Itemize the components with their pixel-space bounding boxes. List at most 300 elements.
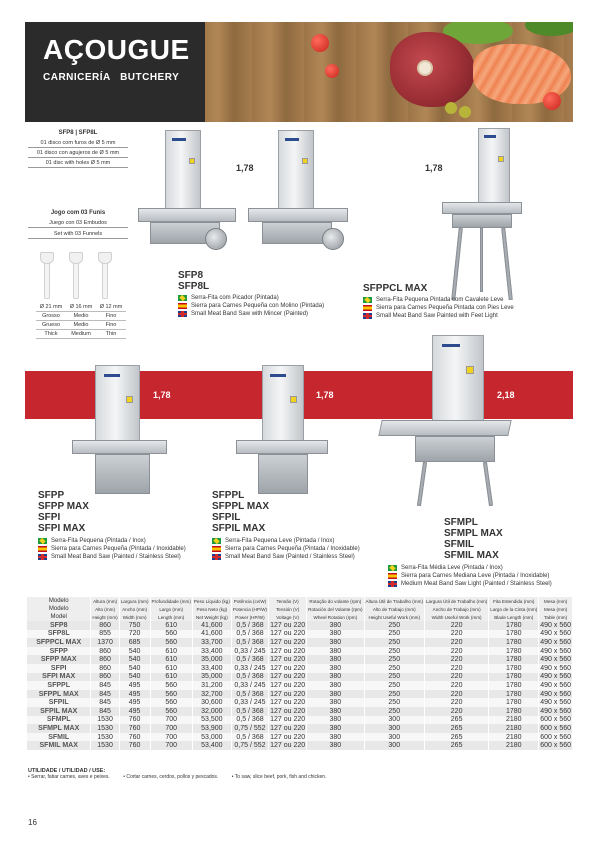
uk-flag-icon bbox=[178, 311, 187, 317]
column-header: Largura (mm) bbox=[120, 598, 149, 604]
funnel-grid-row bbox=[36, 303, 126, 312]
column-header: Tensión (V) bbox=[269, 605, 307, 613]
funnels-title: Jogo com 03 Funis bbox=[50, 210, 106, 216]
funnels-sub-en: Set with 03 Funnels bbox=[28, 229, 128, 239]
grid-cell: Ø 21 mm bbox=[39, 304, 63, 310]
value-cell: 490 x 560 bbox=[540, 699, 571, 707]
value-cell: 53,000 bbox=[192, 733, 231, 742]
value-cell: 700 bbox=[150, 724, 192, 733]
value-cell: 720 bbox=[119, 630, 150, 639]
use-es: • Cortar carnes, cerdos, pollos y pescados. bbox=[123, 774, 219, 780]
value-cell: 1780 bbox=[489, 647, 539, 656]
warning-label bbox=[126, 396, 133, 403]
warning-label bbox=[302, 158, 308, 164]
sfmpl-description bbox=[388, 517, 552, 588]
warning-label bbox=[189, 158, 195, 164]
value-cell: 490 x 560 bbox=[540, 656, 571, 664]
desc-text: Small Meat Band Saw Painted with Feet Light bbox=[376, 313, 498, 319]
value-cell: 31,200 bbox=[192, 681, 231, 690]
value-cell: 250 bbox=[364, 664, 424, 673]
table-row bbox=[27, 664, 573, 673]
value-cell: 860 bbox=[91, 655, 119, 664]
desc-text: Serra-Fita Pequena (Pintada / Inox) bbox=[51, 538, 146, 544]
value-cell: 250 bbox=[364, 673, 424, 682]
model-cell: SFPPCL MAX bbox=[27, 638, 91, 647]
value-cell: 35,000 bbox=[192, 673, 231, 682]
value-cell: 220 bbox=[424, 681, 488, 690]
column-header: Rotação do volante (rpm) bbox=[307, 597, 364, 605]
model-cell: SFMPL bbox=[27, 716, 91, 725]
value-cell: 250 bbox=[364, 655, 424, 664]
value-cell: 0,33 / 245 bbox=[231, 647, 268, 656]
column-header: Altura (mm) bbox=[91, 597, 119, 605]
model-cell: SFP8 bbox=[27, 621, 91, 630]
funnels-sub-es: Juego con 03 Embudos bbox=[28, 218, 128, 228]
steak-bone bbox=[417, 60, 433, 76]
desc-es bbox=[38, 545, 186, 553]
value-cell: 1780 bbox=[489, 655, 539, 664]
column-header: Altura Útil de Trabalho (mm) bbox=[365, 598, 423, 604]
value-cell: 265 bbox=[424, 741, 488, 750]
grid-cell: Medio bbox=[73, 322, 89, 328]
model-cell: SFMIL bbox=[27, 733, 91, 742]
value-cell: 540 bbox=[119, 655, 150, 664]
column-header: Largura Útil de Trabalho (mm) bbox=[425, 598, 488, 604]
value-cell: 127 ou 220 bbox=[270, 647, 306, 655]
stand-leg bbox=[483, 462, 493, 506]
value-cell: 0,5 / 368 bbox=[231, 673, 268, 682]
value-cell: 127 ou 220 bbox=[270, 673, 306, 681]
value-cell: 0,75 / 552 bbox=[231, 724, 268, 733]
value-cell: 220 bbox=[424, 647, 488, 656]
brazil-flag-icon bbox=[388, 565, 397, 571]
value-cell: 700 bbox=[150, 741, 192, 750]
value-cell: 495 bbox=[119, 690, 150, 699]
brand-plate bbox=[104, 374, 120, 377]
value-cell: 0,5 / 368 bbox=[231, 707, 268, 716]
tomato-decoration bbox=[325, 64, 339, 78]
value-cell: 540 bbox=[119, 673, 150, 682]
value-cell: 490 x 560 bbox=[540, 664, 571, 672]
desc-en bbox=[363, 312, 514, 320]
table-row bbox=[27, 716, 573, 725]
uk-flag-icon bbox=[363, 313, 372, 319]
value-cell: 250 bbox=[364, 690, 424, 699]
warning-label bbox=[466, 366, 474, 374]
uk-flag-icon bbox=[38, 554, 47, 560]
table-row bbox=[27, 690, 573, 699]
funnel-grid-row bbox=[36, 312, 126, 321]
value-cell: 380 bbox=[307, 630, 364, 639]
value-cell: 610 bbox=[150, 655, 192, 664]
saw-base bbox=[95, 454, 150, 494]
value-cell: 127 ou 220 bbox=[270, 716, 306, 724]
saw-base bbox=[415, 436, 495, 462]
value-cell: 490 x 560 bbox=[540, 707, 571, 715]
value-cell: 0,5 / 368 bbox=[231, 638, 268, 647]
desc-es bbox=[212, 545, 360, 553]
value-cell: 760 bbox=[119, 741, 150, 750]
value-cell: 1370 bbox=[91, 638, 119, 647]
value-cell: 700 bbox=[150, 733, 192, 742]
value-cell: 1780 bbox=[489, 690, 539, 699]
brand-plate bbox=[285, 138, 299, 141]
value-cell: 0,33 / 245 bbox=[231, 681, 268, 690]
value-cell: 0,5 / 368 bbox=[231, 733, 268, 742]
value-cell: 0,5 / 368 bbox=[231, 690, 268, 699]
value-cell: 760 bbox=[119, 724, 150, 733]
column-header: Alto (mm) bbox=[91, 605, 119, 613]
saw-column bbox=[278, 130, 314, 210]
column-header: Potencia (HP/W) bbox=[232, 606, 268, 612]
value-cell: 35,000 bbox=[192, 655, 231, 664]
value-cell: 855 bbox=[91, 630, 119, 639]
value-cell: 610 bbox=[150, 621, 192, 630]
funnels-size-grid bbox=[36, 303, 126, 339]
disc-line: 01 disco com furos de Ø 5 mm bbox=[28, 138, 128, 148]
value-cell: 1530 bbox=[91, 716, 119, 725]
value-cell: 127 ou 220 bbox=[270, 664, 306, 672]
value-cell: 540 bbox=[119, 647, 150, 656]
value-cell: 560 bbox=[150, 638, 192, 647]
value-cell: 220 bbox=[424, 655, 488, 664]
model-name: SFPIL bbox=[212, 512, 241, 523]
table-row bbox=[27, 698, 573, 707]
value-cell: 1780 bbox=[489, 638, 539, 647]
value-cell: 1780 bbox=[489, 664, 539, 673]
model-name: SFMIL bbox=[444, 539, 474, 550]
saw-column bbox=[432, 335, 484, 430]
value-cell: 610 bbox=[150, 647, 192, 656]
desc-text: Sierra para Carnes Mediana Leve (Pintada / Inoxidable) bbox=[401, 573, 550, 579]
column-header: Model bbox=[27, 613, 91, 621]
desc-es bbox=[388, 572, 552, 580]
sfppl-description bbox=[212, 490, 360, 561]
model-name: SFPI bbox=[38, 512, 61, 523]
height-label: 2,18 bbox=[497, 390, 515, 400]
table-row bbox=[27, 741, 573, 750]
desc-pt bbox=[212, 537, 360, 545]
mincer-head bbox=[205, 228, 227, 250]
value-cell: 127 ou 220 bbox=[270, 681, 306, 689]
value-cell: 860 bbox=[91, 664, 119, 673]
grid-cell: Fino bbox=[105, 313, 117, 319]
value-cell: 220 bbox=[424, 630, 488, 639]
model-cell: SFMIL MAX bbox=[27, 741, 91, 750]
value-cell: 760 bbox=[119, 716, 150, 725]
model-cell: SFPPL bbox=[27, 681, 91, 690]
value-cell: 380 bbox=[307, 698, 364, 707]
column-header: Wheel Rotation (rpm) bbox=[307, 613, 364, 621]
model-name: SFPPCL MAX bbox=[363, 283, 428, 294]
value-cell: 0,75 / 552 bbox=[231, 741, 268, 750]
value-cell: 220 bbox=[424, 698, 488, 707]
desc-en bbox=[212, 553, 360, 561]
olive-decoration bbox=[445, 102, 457, 114]
value-cell: 2180 bbox=[489, 716, 539, 725]
value-cell: 250 bbox=[364, 638, 424, 647]
table-header-row bbox=[27, 605, 573, 613]
column-header: Ancho (mm) bbox=[119, 605, 150, 613]
model-name: SFPPL bbox=[212, 490, 245, 501]
saw-table bbox=[248, 208, 348, 222]
desc-text: Small Meat Band Saw (Painted / Stainless Steel) bbox=[51, 554, 181, 560]
value-cell: 250 bbox=[364, 621, 424, 630]
value-cell: 540 bbox=[119, 664, 150, 673]
desc-text: Sierra para Carnes Pequeña (Pintada / Inoxidable) bbox=[51, 546, 186, 552]
grid-cell: Ø 12 mm bbox=[99, 304, 123, 310]
value-cell: 845 bbox=[91, 707, 119, 716]
desc-text: Sierra para Carnes Pequeña con Molino (Pintada) bbox=[191, 303, 325, 309]
value-cell: 33,400 bbox=[192, 647, 231, 656]
tomato-decoration bbox=[311, 34, 329, 52]
value-cell: 30,600 bbox=[192, 698, 231, 707]
table-row bbox=[27, 630, 573, 639]
value-cell: 127 ou 220 bbox=[270, 656, 306, 664]
spain-flag-icon bbox=[363, 305, 372, 311]
value-cell: 380 bbox=[307, 673, 364, 682]
value-cell: 380 bbox=[307, 638, 364, 647]
spain-flag-icon bbox=[38, 546, 47, 552]
brazil-flag-icon bbox=[178, 295, 187, 301]
column-header: Ancho de Trabajo (mm) bbox=[424, 605, 488, 613]
value-cell: 53,500 bbox=[192, 716, 231, 725]
uk-flag-icon bbox=[388, 581, 397, 587]
value-cell: 220 bbox=[424, 707, 488, 716]
value-cell: 490 x 560 bbox=[540, 621, 571, 629]
value-cell: 220 bbox=[424, 664, 488, 673]
column-header: Table (mm) bbox=[539, 613, 573, 621]
sfppcl-max-description bbox=[363, 283, 514, 320]
value-cell: 127 ou 220 bbox=[270, 621, 306, 629]
value-cell: 560 bbox=[150, 707, 192, 716]
value-cell: 300 bbox=[364, 733, 424, 742]
value-cell: 380 bbox=[307, 724, 364, 733]
column-header: Mesa (mm) bbox=[539, 597, 573, 605]
model-name: SFPI MAX bbox=[38, 523, 86, 534]
model-name: SFPPL MAX bbox=[212, 501, 270, 512]
value-cell: 250 bbox=[364, 647, 424, 656]
value-cell: 127 ou 220 bbox=[270, 638, 306, 646]
value-cell: 600 x 560 bbox=[540, 733, 571, 741]
sfpp-description bbox=[38, 490, 186, 561]
value-cell: 0,5 / 368 bbox=[231, 630, 268, 639]
column-header: Potência (cv/W) bbox=[231, 597, 268, 605]
value-cell: 1780 bbox=[489, 707, 539, 716]
value-cell: 220 bbox=[424, 621, 488, 630]
value-cell: 380 bbox=[307, 647, 364, 656]
funnel-grid-row bbox=[36, 321, 126, 330]
desc-text: Small Meat Band Saw with Mincer (Painted) bbox=[191, 311, 309, 317]
model-name: SFMPL bbox=[444, 517, 478, 528]
subtitle-en: BUTCHERY bbox=[120, 72, 180, 83]
value-cell: 610 bbox=[150, 664, 192, 673]
value-cell: 0,5 / 368 bbox=[231, 716, 268, 725]
value-cell: 220 bbox=[424, 673, 488, 682]
column-header: Peso Líquido (kg) bbox=[193, 598, 230, 604]
value-cell: 265 bbox=[424, 733, 488, 742]
page-subtitle bbox=[43, 72, 185, 83]
value-cell: 845 bbox=[91, 690, 119, 699]
value-cell: 600 x 560 bbox=[540, 716, 571, 724]
value-cell: 41,600 bbox=[192, 630, 231, 639]
value-cell: 750 bbox=[119, 621, 150, 630]
value-cell: 250 bbox=[364, 698, 424, 707]
use-pt: • Serrar, fatiar carnes, aves e peixes. bbox=[28, 774, 110, 780]
saw-column bbox=[165, 130, 201, 210]
value-cell: 300 bbox=[364, 741, 424, 750]
value-cell: 1530 bbox=[91, 741, 119, 750]
value-cell: 250 bbox=[364, 630, 424, 639]
funnel-medium-image bbox=[69, 252, 83, 300]
model-name: SFMIL MAX bbox=[444, 550, 499, 561]
value-cell: 33,400 bbox=[192, 664, 231, 673]
model-cell: SFPP bbox=[27, 647, 91, 656]
value-cell: 127 ou 220 bbox=[270, 742, 306, 750]
desc-text: Medium Meat Band Saw Light (Painted / Stainless Steel) bbox=[401, 581, 552, 587]
subtitle-es: CARNICERÍA bbox=[43, 72, 111, 83]
grid-cell: Thin bbox=[105, 331, 117, 337]
value-cell: 380 bbox=[307, 741, 364, 750]
value-cell: 265 bbox=[424, 716, 488, 725]
grid-cell: Grueso bbox=[41, 322, 61, 328]
desc-text: Sierra para Carnes Pequeña (Pintada / Inoxidable) bbox=[225, 546, 360, 552]
height-label: 1,78 bbox=[153, 390, 171, 400]
stand-leg bbox=[417, 462, 427, 506]
model-cell: SFPIL MAX bbox=[27, 707, 91, 716]
value-cell: 380 bbox=[307, 664, 364, 673]
column-header: Largo de la Cinta (mm) bbox=[490, 606, 538, 612]
value-cell: 0,33 / 245 bbox=[231, 664, 268, 673]
value-cell: 380 bbox=[307, 716, 364, 725]
value-cell: 0,5 / 368 bbox=[231, 655, 268, 664]
value-cell: 1530 bbox=[91, 724, 119, 733]
value-cell: 380 bbox=[307, 733, 364, 742]
uses-lines bbox=[28, 774, 338, 780]
tomato-decoration bbox=[543, 92, 561, 110]
model-cell: SFP8L bbox=[27, 630, 91, 639]
table-row bbox=[27, 638, 573, 647]
model-name: SFPIL MAX bbox=[212, 523, 266, 534]
value-cell: 2180 bbox=[489, 724, 539, 733]
column-header: Power (HP/W) bbox=[231, 613, 268, 621]
table-row bbox=[27, 733, 573, 742]
value-cell: 860 bbox=[91, 621, 119, 630]
model-name: SFMPL MAX bbox=[444, 528, 503, 539]
value-cell: 685 bbox=[119, 638, 150, 647]
desc-es bbox=[178, 302, 324, 310]
brand-plate bbox=[484, 135, 496, 138]
desc-es bbox=[363, 304, 514, 312]
mincer-head bbox=[322, 228, 344, 250]
value-cell: 380 bbox=[307, 655, 364, 664]
value-cell: 600 x 560 bbox=[540, 724, 571, 732]
value-cell: 560 bbox=[150, 681, 192, 690]
value-cell: 560 bbox=[150, 690, 192, 699]
accessories-info bbox=[28, 130, 128, 239]
value-cell: 127 ou 220 bbox=[270, 733, 306, 741]
value-cell: 53,900 bbox=[192, 724, 231, 733]
value-cell: 250 bbox=[364, 707, 424, 716]
desc-pt bbox=[388, 564, 552, 572]
grid-cell: Ø 16 mm bbox=[69, 304, 93, 310]
desc-en bbox=[388, 580, 552, 588]
value-cell: 1780 bbox=[489, 621, 539, 630]
value-cell: 220 bbox=[424, 638, 488, 647]
olive-decoration bbox=[459, 106, 471, 118]
value-cell: 495 bbox=[119, 707, 150, 716]
desc-text: Small Meat Band Saw (Painted / Stainless Steel) bbox=[225, 554, 355, 560]
model-name: SFPP MAX bbox=[38, 501, 89, 512]
column-header: Rotación del Volante (rpm) bbox=[308, 606, 363, 612]
table-row bbox=[27, 647, 573, 656]
desc-text: Serra-Fita Pequena Pintada com Cavalete Leve bbox=[376, 297, 504, 303]
value-cell: 610 bbox=[150, 673, 192, 682]
value-cell: 495 bbox=[119, 698, 150, 707]
desc-text: Serra-Fita Pequena Leve (Pintada / Inox) bbox=[225, 538, 335, 544]
column-header: Length (mm) bbox=[150, 613, 192, 621]
saw-base bbox=[452, 214, 512, 228]
value-cell: 845 bbox=[91, 681, 119, 690]
value-cell: 220 bbox=[424, 690, 488, 699]
model-cell: SFMPL MAX bbox=[27, 724, 91, 733]
saw-table bbox=[236, 440, 328, 454]
value-cell: 127 ou 220 bbox=[270, 690, 306, 698]
value-cell: 33,700 bbox=[192, 638, 231, 647]
value-cell: 53,400 bbox=[192, 741, 231, 750]
page-number: 16 bbox=[28, 818, 37, 827]
desc-pt bbox=[38, 537, 186, 545]
column-header: Alto de Trabajo (mm) bbox=[364, 605, 424, 613]
value-cell: 41,600 bbox=[192, 621, 231, 630]
value-cell: 1530 bbox=[91, 733, 119, 742]
saw-table bbox=[442, 202, 522, 214]
column-header: Net Weight (kg) bbox=[192, 613, 231, 621]
desc-en bbox=[178, 310, 324, 318]
column-header: Profundidade (mm) bbox=[151, 598, 191, 604]
value-cell: 300 bbox=[364, 716, 424, 725]
column-header: Width (mm) bbox=[119, 613, 150, 621]
brand-plate bbox=[442, 344, 460, 347]
column-header: Largo (mm) bbox=[150, 605, 192, 613]
grid-cell: Thick bbox=[44, 331, 58, 337]
value-cell: 32,700 bbox=[192, 690, 231, 699]
value-cell: 127 ou 220 bbox=[270, 630, 306, 638]
column-header: Width Useful Work (mm) bbox=[424, 613, 488, 621]
saw-column bbox=[478, 128, 510, 208]
value-cell: 490 x 560 bbox=[540, 673, 571, 681]
value-cell: 860 bbox=[91, 647, 119, 656]
value-cell: 1780 bbox=[489, 698, 539, 707]
table-header-row bbox=[27, 597, 573, 605]
value-cell: 490 x 560 bbox=[540, 690, 571, 698]
disc-line: 01 disco con agujeros de Ø 5 mm bbox=[28, 148, 128, 158]
value-cell: 1780 bbox=[489, 681, 539, 690]
value-cell: 1780 bbox=[489, 673, 539, 682]
table-row bbox=[27, 655, 573, 664]
value-cell: 490 x 560 bbox=[540, 681, 571, 689]
value-cell: 250 bbox=[364, 681, 424, 690]
brazil-flag-icon bbox=[212, 538, 221, 544]
column-header: Blade Length (mm) bbox=[489, 613, 539, 621]
desc-en bbox=[38, 553, 186, 561]
spain-flag-icon bbox=[388, 573, 397, 579]
table-row bbox=[27, 621, 573, 630]
specifications-table bbox=[27, 597, 573, 750]
value-cell: 127 ou 220 bbox=[270, 707, 306, 715]
column-header: Height (mm) bbox=[92, 614, 118, 620]
saw-table bbox=[72, 440, 167, 454]
